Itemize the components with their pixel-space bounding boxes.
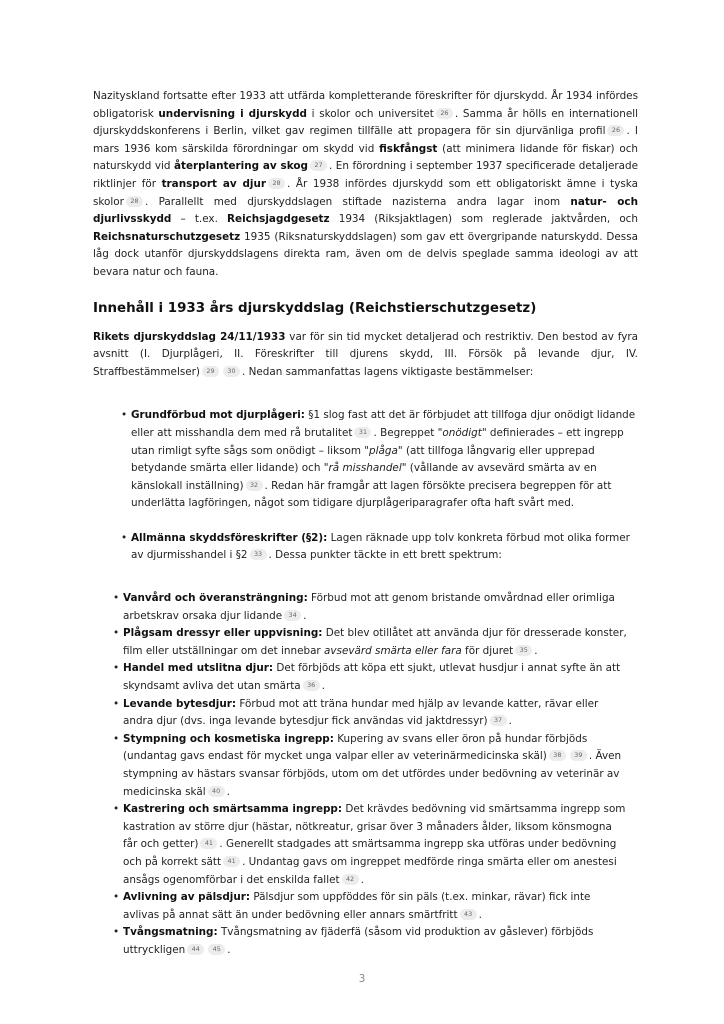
footnote-ref[interactable]: 43 xyxy=(460,909,477,920)
footnote-ref[interactable]: 41 xyxy=(223,856,240,867)
footnote-ref[interactable]: 40 xyxy=(208,786,225,797)
footnote-ref[interactable]: 26 xyxy=(607,125,624,136)
footnote-ref[interactable]: 42 xyxy=(342,874,359,885)
footnote-ref[interactable]: 39 xyxy=(570,750,587,761)
footnote-ref[interactable]: 30 xyxy=(223,366,240,377)
list-item-grundforbud: • Grundförbud mot djurplågeri: §1 slog fast att det är förbjudet att tillfoga djur onödigt lidande eller att misshandla dem med rå brutalitet 31 . Begreppet "onödigt" definierades – ett ingrepp utan rimligt syfte sågs som onödigt – liksom "plåga" (att tillfoga långvarig eller upprepad betydande smärta eller lidande) och "rå misshandel" (vållande av avsevärd smärta av en känslokall inställning) 32 . Redan här framgår att lagen försökte precisera begreppen för att underlätta lagföringen, något som tidigare djurplågeriparagrafer ofta haft svårt med. xyxy=(131,407,638,513)
footnote-ref[interactable]: 27 xyxy=(310,160,327,171)
footnote-ref[interactable]: 44 xyxy=(187,944,204,955)
footnote-ref[interactable]: 35 xyxy=(515,645,532,656)
list-item: • Avlivning av pälsdjur: Pälsdjur som uppföddes för sin päls (t.ex. minkar, rävar) fick inte avlivas på annat sätt än under bedövning eller annars smärtfritt 43 . xyxy=(123,889,629,924)
footnote-ref[interactable]: 28 xyxy=(268,178,285,189)
footnote-ref[interactable]: 31 xyxy=(354,427,371,438)
list-item-allmanna: • Allmänna skyddsföreskrifter (§2): Lagen räknade upp tolv konkreta förbud mot olika former av djurmisshandel i §2 33 . Dessa punkter täckte in ett brett spektrum: xyxy=(131,530,638,565)
footnote-ref[interactable]: 28 xyxy=(126,196,143,207)
footnote-ref[interactable]: 33 xyxy=(250,549,267,560)
sub-bullet-list xyxy=(123,590,629,959)
footnote-ref[interactable]: 41 xyxy=(200,838,217,849)
intro-paragraph: Nazityskland fortsatte efter 1933 att utfärda kompletterande föreskrifter för djurskydd. År 1934 infördes obligatorisk undervisning i djurskydd i skolor och universitet 26 . Samma år hölls en internationell djurskyddskonferens i Berlin, vilket gav regimen tillfälle att propagera för sin djurvänliga profil 26 . I mars 1936 kom särskilda förordningar om skydd vid fiskfångst (att minimera lidande för fiskar) och naturskydd vid återplantering av skog 27 . En förordning i september 1937 specificerade detaljerade riktlinjer för transport av djur 28 . År 1938 infördes djurskydd som ett obligatoriskt ämne i tyska skolor 28 . Parallellt med djurskyddslagen stiftade nazisterna andra lagar inom natur- och djurlivsskydd – t.ex. Reichsjagdgesetz 1934 (Riksjaktlagen) som reglerade jaktvården, och Reichsnaturschutzgesetz 1935 (Riksnaturskyddslagen) som gav ett övergripande naturskydd. Dessa låg dock utanför djurskyddslagens direkta ram, även om de delvis speglade samma ideologi av att bevara natur och fauna. xyxy=(93,90,638,278)
list-item: • Plågsam dressyr eller uppvisning: Det blev otillåtet att använda djur för dresserade konster, film eller utställningar om det innebar avsevärd smärta eller fara för djuret 35 . xyxy=(123,625,629,660)
list-item: • Tvångsmatning: Tvångsmatning av fjäderfä (såsom vid produktion av gåslever) förbjöds uttryckligen 44 45 . xyxy=(123,924,629,959)
section-heading: Innehåll i 1933 års djurskyddslag (Reichstierschutzgesetz) xyxy=(93,300,537,316)
document-page xyxy=(93,88,638,960)
footnote-ref[interactable]: 36 xyxy=(303,680,320,691)
lead-paragraph: Rikets djurskyddslag 24/11/1933 var för sin tid mycket detaljerad och restriktiv. Den bestod av fyra avsnitt (I. Djurplågeri, II. Föreskrifter till djurens skydd, III. Försök på levande djur, IV. Straffbestämmelser) 29 30 . Nedan sammanfattas lagens viktigaste bestämmelser: xyxy=(93,330,638,378)
footnote-ref[interactable]: 26 xyxy=(436,108,453,119)
footnote-ref[interactable]: 34 xyxy=(284,610,301,621)
list-item: • Levande bytesdjur: Förbud mot att träna hundar med hjälp av levande katter, rävar eller andra djur (dvs. inga levande bytesdjur fick användas vid jaktdressyr) 37 . xyxy=(123,696,629,731)
footnote-ref[interactable]: 29 xyxy=(202,366,219,377)
list-item: • Handel med utslitna djur: Det förbjöds att köpa ett sjukt, utlevat husdjur i annat syfte än att skyndsamt avliva det utan smärta 36 . xyxy=(123,660,629,695)
footnote-ref[interactable]: 38 xyxy=(549,750,566,761)
footnote-ref[interactable]: 45 xyxy=(208,944,225,955)
footnote-ref[interactable]: 32 xyxy=(246,480,263,491)
page-number: 3 xyxy=(358,973,366,985)
list-item: • Vanvård och överansträngning: Förbud mot att genom bristande omvårdnad eller orimliga arbetskrav orsaka djur lidande 34 . xyxy=(123,590,629,625)
list-item: • Stympning och kosmetiska ingrepp: Kupering av svans eller öron på hundar förbjöds (undantag gavs endast för mycket unga valpar eller av veterinärmedicinska skäl) 38 39 . Även stympning av hästars svansar förbjöds, utom om det utfördes under bedövning av veterinär av medicinska skäl 40 . xyxy=(123,731,629,801)
footnote-ref[interactable]: 37 xyxy=(490,715,507,726)
list-item: • Kastrering och smärtsamma ingrepp: Det krävdes bedövning vid smärtsamma ingrepp som kastration av större djur (hästar, nötkreatur, grisar över 3 månaders ålder, liksom könsmogna får och getter) 41 . Generellt stadgades att smärtsamma ingrepp ska utföras under bedövning och på korrekt sätt 41 . Undantag gavs om ingreppet medförde ringa smärta eller om anestesi ansågs ogenomförbar i det enskilda fallet 42 . xyxy=(123,801,629,889)
main-bullet-list xyxy=(131,407,638,565)
